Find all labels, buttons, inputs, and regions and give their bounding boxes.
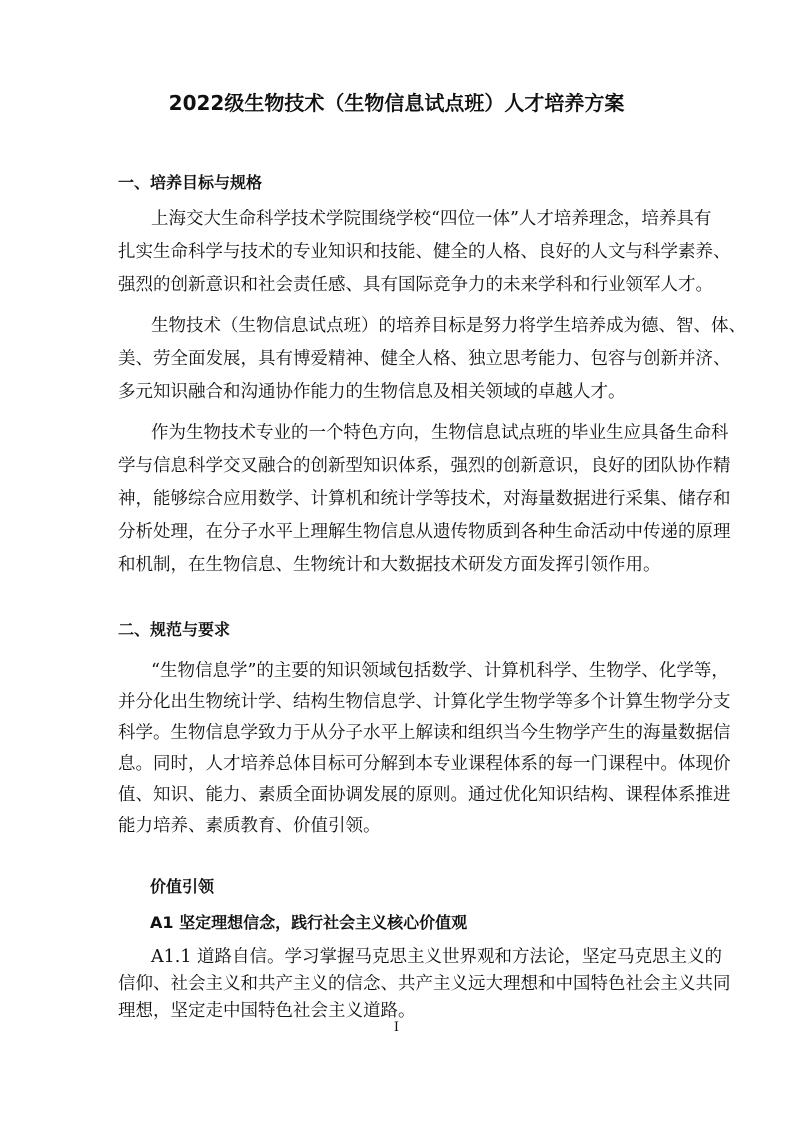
page-number: I	[393, 1020, 400, 1035]
section-goals-body	[118, 203, 746, 590]
paragraph	[118, 310, 746, 409]
section-heading-goals: 一、培养目标与规格	[118, 173, 263, 192]
section-heading-requirements: 二、规范与要求	[118, 620, 231, 639]
text-line: 学与信息科学交叉融合的创新型知识体系，强烈的创新意识，良好的团队协作精	[118, 456, 731, 476]
text-line: A1.1 道路自信。学习掌握马克思主义世界观和方法论，坚定马克思主义的	[151, 947, 723, 967]
text-line: 理想，坚定走中国特色社会主义道路。	[118, 1001, 416, 1021]
paragraph	[118, 417, 731, 582]
text-line: 多元知识融合和沟通协作能力的生物信息及相关领域的卓越人才。	[118, 382, 626, 402]
paragraph	[118, 203, 731, 302]
text-line: 并分化出生物统计学、结构生物信息学、计算化学生物学等多个计算生物学分支	[118, 692, 731, 712]
text-line: 息。同时，人才培养总体目标可分解到本专业课程体系的每一门课程中。体现价	[118, 754, 731, 774]
text-line: 和机制，在生物信息、生物统计和大数据技术研发方面发挥引领作用。	[118, 555, 661, 575]
section-requirements-body	[118, 656, 731, 850]
text-line: 美、劳全面发展，具有博爱精神、健全人格、独立思考能力、包容与创新并济、	[118, 349, 731, 369]
text-line: 作为生物技术专业的一个特色方向，生物信息试点班的毕业生应具备生命科	[151, 423, 729, 443]
text-line: 生物技术（生物信息试点班）的培养目标是努力将学生培养成为德、智、体、	[151, 316, 746, 336]
text-line: 强烈的创新意识和社会责任感、具有国际竞争力的未来学科和行业领军人才。	[118, 275, 713, 295]
paragraph	[118, 944, 731, 1025]
subheading-value-guidance: 价值引领	[150, 877, 215, 896]
text-line: 上海交大生命科学技术学院围绕学校“四位一体”人才培养理念，培养具有	[151, 209, 712, 229]
text-line: 扎实生命科学与技术的专业知识和技能、健全的人格、良好的人文与科学素养、	[118, 242, 731, 262]
paragraph	[118, 656, 731, 842]
text-line: 神，能够综合应用数学、计算机和统计学等技术，对海量数据进行采集、储存和	[118, 489, 731, 509]
subheading-a1: A1 坚定理想信念，践行社会主义核心价值观	[150, 913, 468, 932]
document-title: 2022级生物技术（生物信息试点班）人才培养方案	[168, 91, 625, 115]
text-line: 科学。生物信息学致力于从分子水平上解读和组织当今生物学产生的海量数据信	[118, 723, 731, 743]
text-line: 值、知识、能力、素质全面协调发展的原则。通过优化知识结构、课程体系推进	[118, 785, 731, 805]
text-line: “生物信息学”的主要的知识领域包括数学、计算机科学、生物学、化学等，	[151, 661, 729, 681]
text-line: 分析处理，在分子水平上理解生物信息从遗传物质到各种生命活动中传递的原理	[118, 522, 731, 542]
text-line: 能力培养、素质教育、价值引领。	[118, 816, 381, 836]
text-line: 信仰、社会主义和共产主义的信念、共产主义远大理想和中国特色社会主义共同	[118, 974, 731, 994]
